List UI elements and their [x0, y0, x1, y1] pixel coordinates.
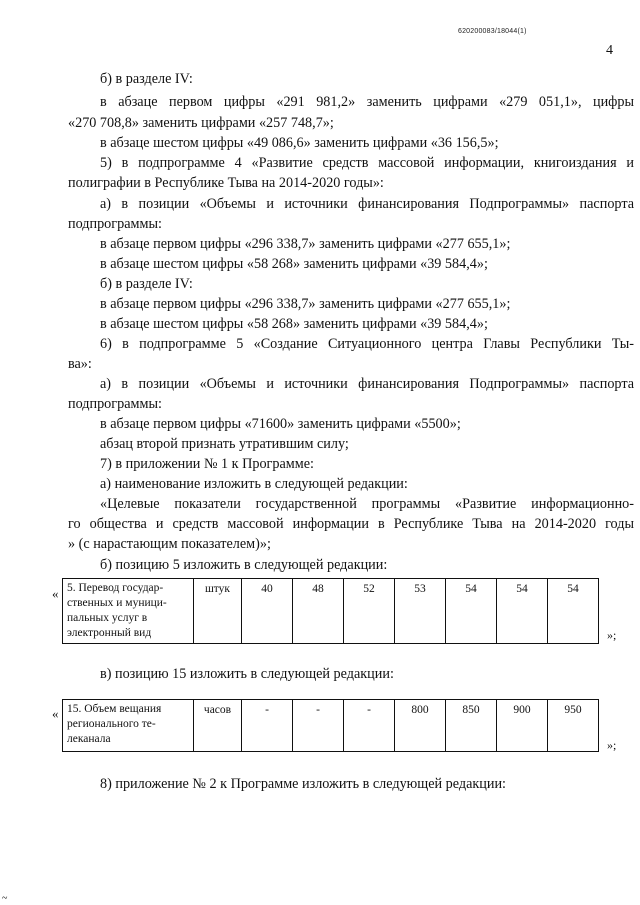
value-cell: - [293, 700, 344, 752]
indicator-name-cell [63, 700, 194, 752]
text-line: а) в позиции «Объемы и источники финансирования Подпрограммы» паспорта [100, 196, 634, 212]
text-line: го общества и средств массовой информации в Республике Тыва на 2014-2020 годы [68, 516, 634, 532]
text-line: подпрограммы: [68, 216, 162, 232]
value-cell: 52 [344, 579, 395, 644]
indicator-name-line: 15. Объем вещания [67, 703, 162, 715]
text-line: в абзаце первом цифры «296 338,7» заменить цифрами «277 655,1»; [100, 236, 511, 252]
indicator-name-line: 5. Перевод государ- [67, 582, 164, 594]
indicator-name-cell [63, 579, 194, 644]
indicator-name-line: электронный вид [67, 627, 152, 639]
value-cell: 53 [395, 579, 446, 644]
unit-cell: часов [194, 700, 242, 752]
text-line: в абзаце первом цифры «291 981,2» заменить цифрами «279 051,1», цифры [100, 94, 634, 110]
value-cell: 48 [293, 579, 344, 644]
text-line: абзац второй признать утратившим силу; [100, 436, 349, 452]
quote-open: « [52, 586, 59, 601]
text-line: 8) приложение № 2 к Программе изложить в следующей редакции: [100, 776, 506, 792]
text-line: а) в позиции «Объемы и источники финансирования Подпрограммы» паспорта [100, 376, 634, 392]
quote-close: »; [607, 628, 617, 642]
corner-mark: ~ [2, 893, 8, 904]
table-row [63, 700, 599, 752]
value-cell: 800 [395, 700, 446, 752]
value-cell: 54 [497, 579, 548, 644]
text-line: а) наименование изложить в следующей редакции: [100, 476, 408, 492]
indicator-name-line: пальных услуг в [67, 612, 148, 624]
text-line: в) позицию 15 изложить в следующей редакции: [100, 666, 394, 682]
value-cell: 40 [242, 579, 293, 644]
value-cell: 54 [548, 579, 599, 644]
text-line: б) позицию 5 изложить в следующей редакции: [100, 557, 388, 573]
table-position-15 [62, 699, 599, 752]
text-line: в абзаце первом цифры «71600» заменить цифрами «5500»; [100, 416, 461, 432]
text-line: 7) в приложении № 1 к Программе: [100, 456, 314, 472]
text-line: подпрограммы: [68, 396, 162, 412]
document-id: 620200083/18044(1) [458, 28, 527, 35]
unit-cell: штук [194, 579, 242, 644]
value-cell: - [242, 700, 293, 752]
page-number: 4 [606, 43, 613, 58]
indicator-name-line: ственных и муници- [67, 597, 167, 609]
table-position-5 [62, 578, 599, 644]
quote-close: »; [607, 738, 617, 752]
value-cell: 850 [446, 700, 497, 752]
text-line: «270 708,8» заменить цифрами «257 748,7»; [68, 115, 334, 131]
text-line: в абзаце первом цифры «296 338,7» заменить цифрами «277 655,1»; [100, 296, 511, 312]
text-line: в абзаце шестом цифры «49 086,6» заменить цифрами «36 156,5»; [100, 135, 499, 151]
indicator-name-line: леканала [67, 733, 111, 745]
text-line: 6) в подпрограмме 5 «Создание Ситуационного центра Главы Республики Ты- [100, 336, 634, 352]
value-cell: 900 [497, 700, 548, 752]
value-cell: - [344, 700, 395, 752]
text-line: б) в разделе IV: [100, 276, 193, 292]
value-cell: 54 [446, 579, 497, 644]
indicator-name-line: регионального те- [67, 718, 156, 730]
table-row [63, 579, 599, 644]
text-line: в абзаце шестом цифры «58 268» заменить цифрами «39 584,4»; [100, 316, 488, 332]
text-line: ва»: [68, 356, 92, 372]
text-line: 5) в подпрограмме 4 «Развитие средств массовой информации, книгоиздания и [100, 155, 634, 171]
text-line: полиграфии в Республике Тыва на 2014-2020 годы»: [68, 175, 384, 191]
text-line: в абзаце шестом цифры «58 268» заменить цифрами «39 584,4»; [100, 256, 488, 272]
text-line: б) в разделе IV: [100, 71, 193, 87]
quote-open: « [52, 706, 59, 721]
text-line: «Целевые показатели государственной программы «Развитие информационно- [100, 496, 634, 512]
value-cell: 950 [548, 700, 599, 752]
text-line: » (с нарастающим показателем)»; [68, 536, 271, 552]
